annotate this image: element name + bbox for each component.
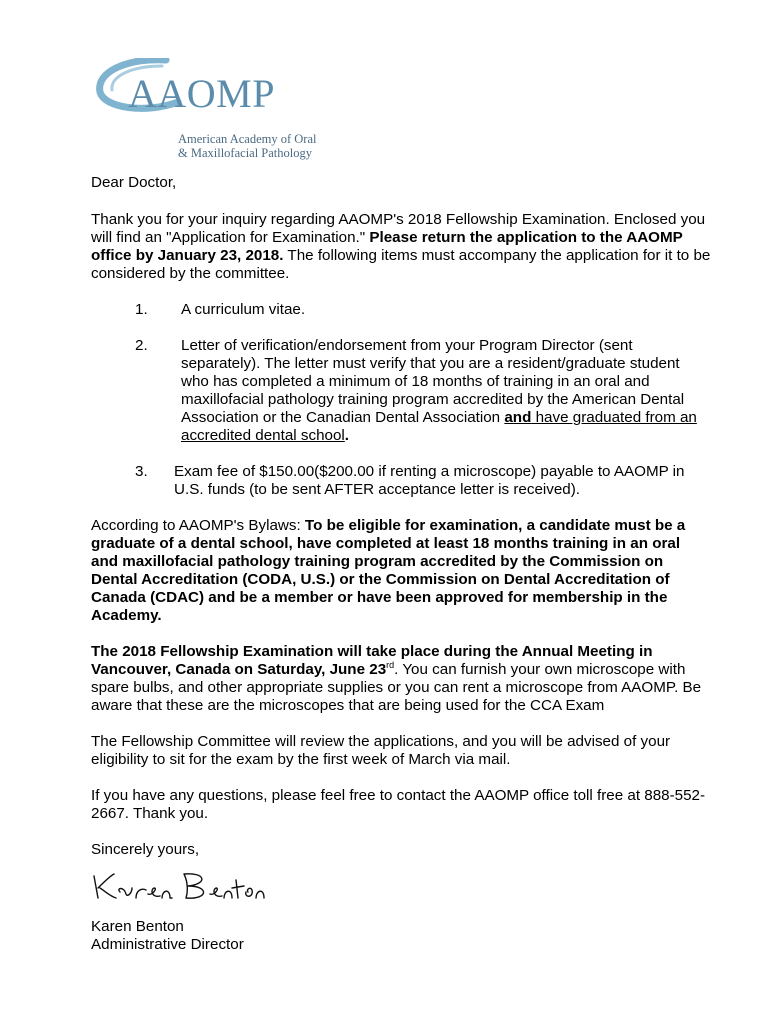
questions-paragraph: If you have any questions, please feel free to contact the AAOMP office toll free at 888-552-2667. Thank you.	[91, 787, 706, 822]
list-item-text-block	[181, 337, 711, 445]
logo-wordmark: AAOMP	[128, 71, 275, 116]
list-item-verification	[135, 337, 711, 445]
list-item-cv	[135, 301, 711, 319]
intro-text-1: Thank you for your inquiry regarding AAOMP's 2018 Fellowship Examination. Enclosed you will find an "Application for Examination."	[91, 211, 706, 246]
list-item-text: Exam fee of $150.00($200.00 if renting a microscope) payable to AAOMP in U.S. funds (to be sent AFTER acceptance letter is received).	[174, 463, 685, 498]
committee-paragraph: The Fellowship Committee will review the applications, and you will be advised of your eligibility to sit for the exam by the first week of March via mail.	[91, 733, 671, 768]
exam-details: . You can furnish your own microscope with spare bulbs, and other appropriate supplies or you can rent a microscope from AAOMP. Be aware that these are the microscopes that are being used for the CCA Exam	[91, 661, 702, 714]
list-item-period: .	[344, 427, 350, 444]
exam-paragraph	[91, 643, 711, 715]
list-item-number: 1.	[135, 301, 148, 318]
list-item-underlined: have graduated from an accredited dental school	[181, 409, 697, 444]
logo-subtitle-line-2: & Maxillofacial Pathology	[178, 146, 313, 160]
list-item-and: and	[504, 409, 532, 426]
intro-paragraph	[91, 211, 711, 283]
intro-deadline: Please return the application to the AAOMP office by January 23, 2018.	[91, 229, 683, 264]
signer-block	[91, 918, 244, 954]
list-item-number: 3.	[135, 463, 148, 480]
list-item-number: 2.	[135, 337, 148, 354]
logo-subtitle	[178, 132, 316, 160]
signer-name: Karen Benton	[91, 918, 184, 935]
salutation: Dear Doctor,	[91, 174, 177, 191]
list-item-text: A curriculum vitae.	[181, 301, 306, 318]
exam-date: The 2018 Fellowship Examination will take place during the Annual Meeting in Vancouver, Canada on Saturday, June 23	[91, 643, 653, 678]
exam-date-ordinal: rd	[386, 659, 395, 670]
bylaws-prefix: According to AAOMP's Bylaws:	[91, 517, 305, 534]
list-item-text: Letter of verification/endorsement from your Program Director (sent separately). The letter must verify that you are a resident/graduate student who has completed a minimum of 18 months of training in an oral and maxillofacial pathology training program accredited by the American Dental Association or the Canadian Dental Association	[181, 337, 685, 426]
signer-title: Administrative Director	[91, 936, 244, 953]
bylaws-requirements: To be eligible for examination, a candidate must be a graduate of a dental school, have completed at least 18 months training in an oral and maxillofacial pathology training program accredited by the Commission on Dental Accreditation (CODA, U.S.) or the Commission on Dental Accreditation of Canada (CDAC) and be a member or have been approved for membership in the Academy.	[91, 517, 686, 624]
list-item-fee	[135, 463, 711, 499]
aaomp-logo	[96, 58, 336, 162]
handwritten-signature	[88, 868, 268, 908]
letter-body	[91, 174, 711, 859]
bylaws-paragraph	[91, 517, 711, 625]
closing: Sincerely yours,	[91, 841, 200, 858]
logo-subtitle-line-1: American Academy of Oral	[178, 132, 317, 146]
intro-text-2: The following items must accompany the application for it to be considered by the committee.	[91, 247, 711, 282]
